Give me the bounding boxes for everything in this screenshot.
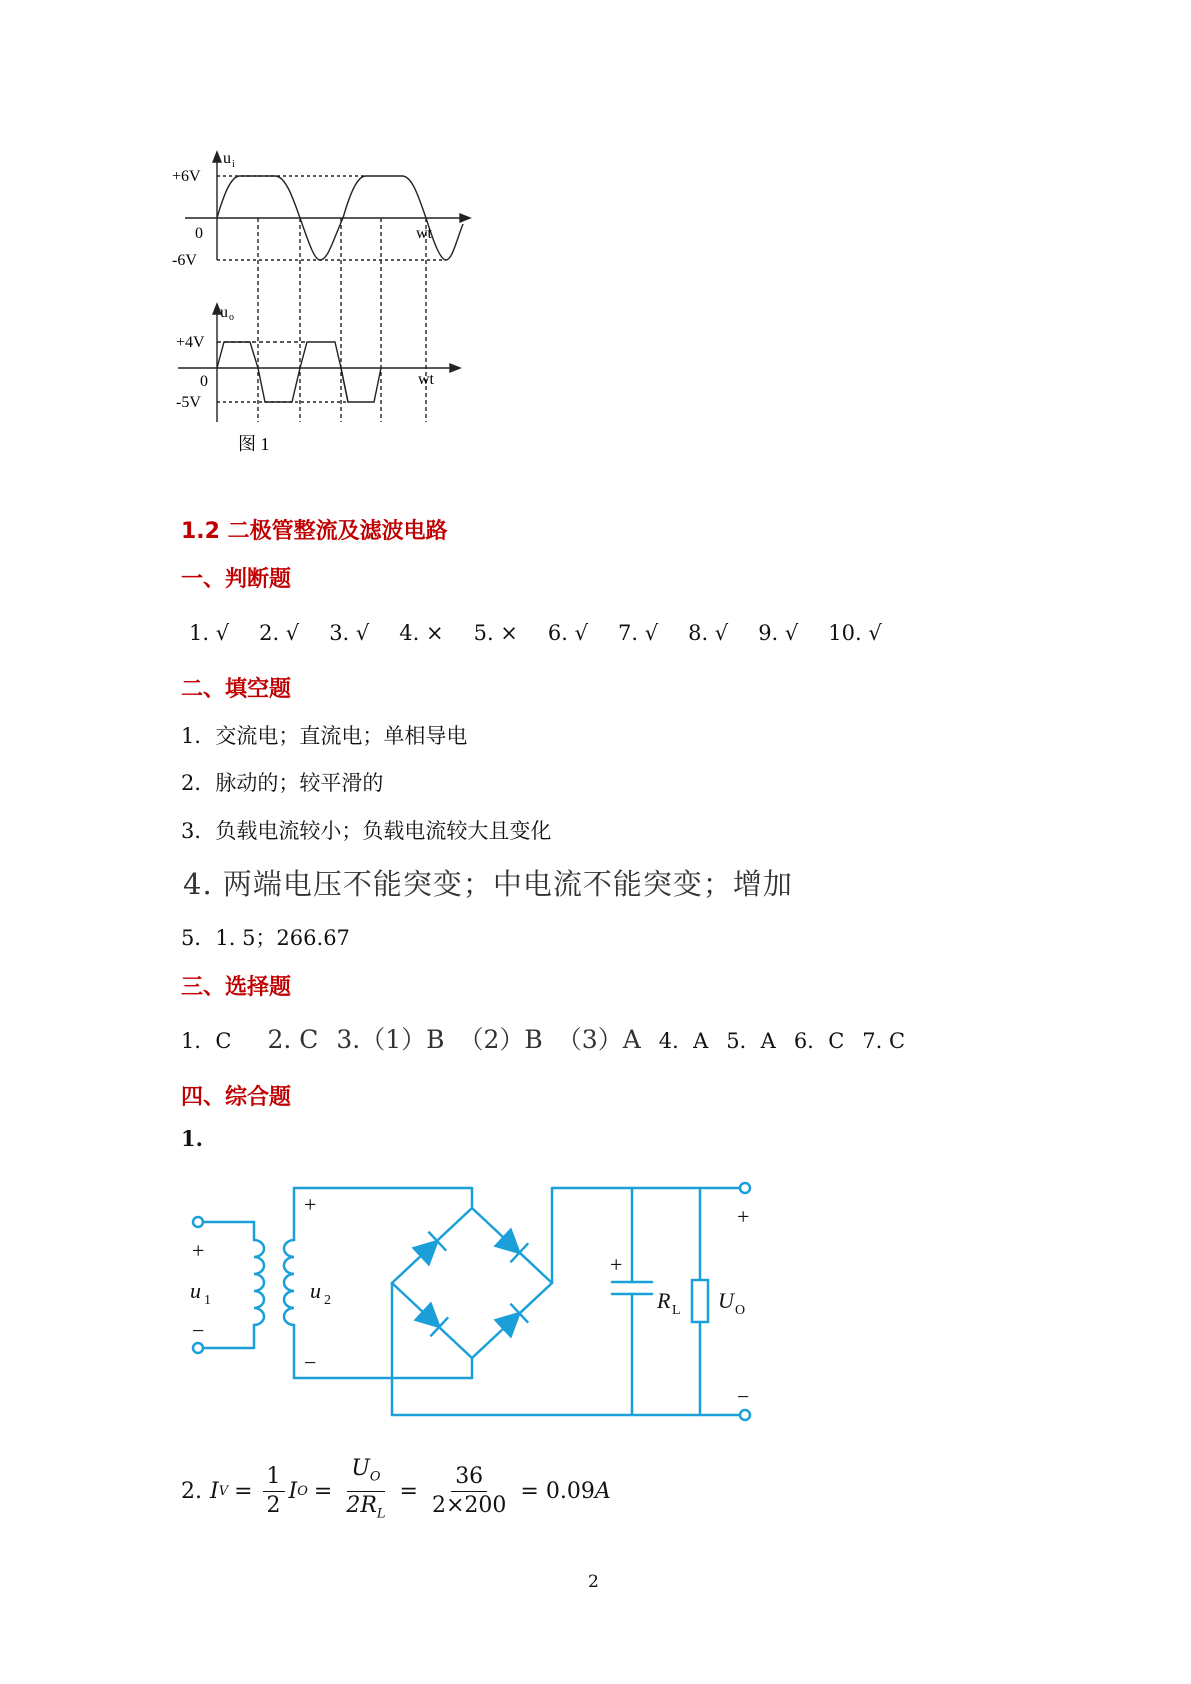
part4-heading: 四、综合题 xyxy=(181,1085,292,1110)
mcq-answer: 1．C xyxy=(181,1029,232,1053)
part1-heading: 一、判断题 xyxy=(181,567,292,592)
formula-unit: A xyxy=(594,1479,611,1505)
top-x-label: wt xyxy=(416,225,432,242)
bottom-tick-plus4: +4V xyxy=(176,334,205,351)
svg-text:2: 2 xyxy=(324,1293,331,1308)
u1-label: u xyxy=(190,1278,201,1303)
figure-caption: 图 1 xyxy=(238,434,270,454)
primary-coil xyxy=(254,1240,264,1325)
u2-label: u xyxy=(310,1278,321,1303)
mcq-answer: 4．A xyxy=(658,1029,709,1053)
judge-answer: 2. √ xyxy=(259,621,300,645)
figure-1-waveforms xyxy=(170,150,480,460)
mcq-answers xyxy=(181,1020,905,1056)
svg-text:O: O xyxy=(735,1303,746,1318)
io-symbol: I xyxy=(288,1479,298,1505)
output-clipped-wave xyxy=(217,342,381,402)
page-number: 2 xyxy=(588,1572,599,1592)
secondary-coil xyxy=(284,1240,294,1325)
fraction-uo-2rl: $\frac{U_O}{2R_L}$ xyxy=(346,1456,386,1522)
formula-item-2: 2. I V = $\frac{1}{2}$ I O = $\frac{U_O}{2R_L}$ = $\frac{36}{2\times 200}$ = 0.09 A xyxy=(181,1455,611,1529)
part3-heading: 三、选择题 xyxy=(181,975,292,1000)
mcq-answer: 2. C xyxy=(267,1025,319,1054)
mcq-answer: （3）A xyxy=(556,1025,641,1054)
output-terminal-bottom xyxy=(740,1410,750,1420)
mcq-answer: 5．A xyxy=(726,1029,776,1053)
judge-answer: 9. √ xyxy=(758,621,799,645)
svg-text:i: i xyxy=(232,159,235,170)
judge-answer: 5. × xyxy=(473,621,518,645)
output-plus: + xyxy=(737,1204,750,1229)
input-plus: + xyxy=(192,1238,205,1263)
section-title: 1.2 二极管整流及滤波电路 xyxy=(181,519,448,544)
bridge-rectifier-circuit xyxy=(180,1170,780,1435)
capacitor-plus: + xyxy=(610,1252,623,1277)
mcq-answer: （2）B xyxy=(458,1025,543,1054)
judge-answer: 6. √ xyxy=(547,621,588,645)
output-minus: − xyxy=(737,1384,750,1409)
bottom-y-label: u xyxy=(220,304,228,321)
fill-item-2: 2．脉动的；较平滑的 xyxy=(181,771,384,795)
part2-heading: 二、填空题 xyxy=(181,677,292,702)
fill-item-4: 4. 两端电压不能突变；中电流不能突变；增加 xyxy=(183,867,793,901)
top-tick-zero: 0 xyxy=(195,225,203,242)
top-tick-minus6: -6V xyxy=(172,252,197,269)
mcq-answer: 6．C xyxy=(793,1029,845,1053)
input-terminal-bottom xyxy=(193,1343,203,1353)
judge-answer: 3. √ xyxy=(329,621,370,645)
mcq-answer: 3.（1）B xyxy=(336,1025,445,1054)
rl-label: R xyxy=(657,1288,671,1313)
item1-label: 1. xyxy=(181,1126,203,1151)
fraction-36: $\frac{36}{2\times 200}$ xyxy=(431,1464,507,1519)
judge-answer: 4. × xyxy=(399,621,444,645)
top-y-label: u xyxy=(223,150,231,167)
iv-symbol: I xyxy=(210,1479,219,1505)
svg-text:L: L xyxy=(672,1303,681,1318)
mcq-answer: 7. C xyxy=(862,1029,906,1053)
svg-text:o: o xyxy=(229,312,234,323)
input-minus: − xyxy=(192,1318,205,1343)
fill-item-3: 3．负载电流较小；负载电流较大且变化 xyxy=(181,819,552,843)
fill-item-5: 5．1. 5；266.67 xyxy=(181,926,350,950)
judge-answer: 10. √ xyxy=(828,621,882,645)
bottom-tick-zero: 0 xyxy=(200,373,208,390)
fill-item-1: 1．交流电；直流电；单相导电 xyxy=(181,724,468,748)
formula-result: = 0.09 xyxy=(520,1479,595,1505)
uo-label: U xyxy=(718,1288,734,1313)
top-tick-plus6: +6V xyxy=(172,168,201,185)
input-terminal-top xyxy=(193,1217,203,1227)
fraction-half: $\frac{1}{2}$ xyxy=(263,1463,285,1520)
bottom-x-label: wt xyxy=(418,371,434,388)
secondary-minus: − xyxy=(304,1350,317,1375)
secondary-plus: + xyxy=(304,1192,317,1217)
judge-answer: 1. √ xyxy=(189,621,230,645)
judge-answer: 7. √ xyxy=(618,621,659,645)
item2-label: 2. xyxy=(181,1479,202,1505)
bottom-tick-minus5: -5V xyxy=(176,394,201,411)
judge-answer: 8. √ xyxy=(688,621,729,645)
svg-text:1: 1 xyxy=(204,1293,211,1308)
load-resistor xyxy=(692,1280,708,1322)
judge-answers xyxy=(189,621,912,645)
output-terminal-top xyxy=(740,1183,750,1193)
